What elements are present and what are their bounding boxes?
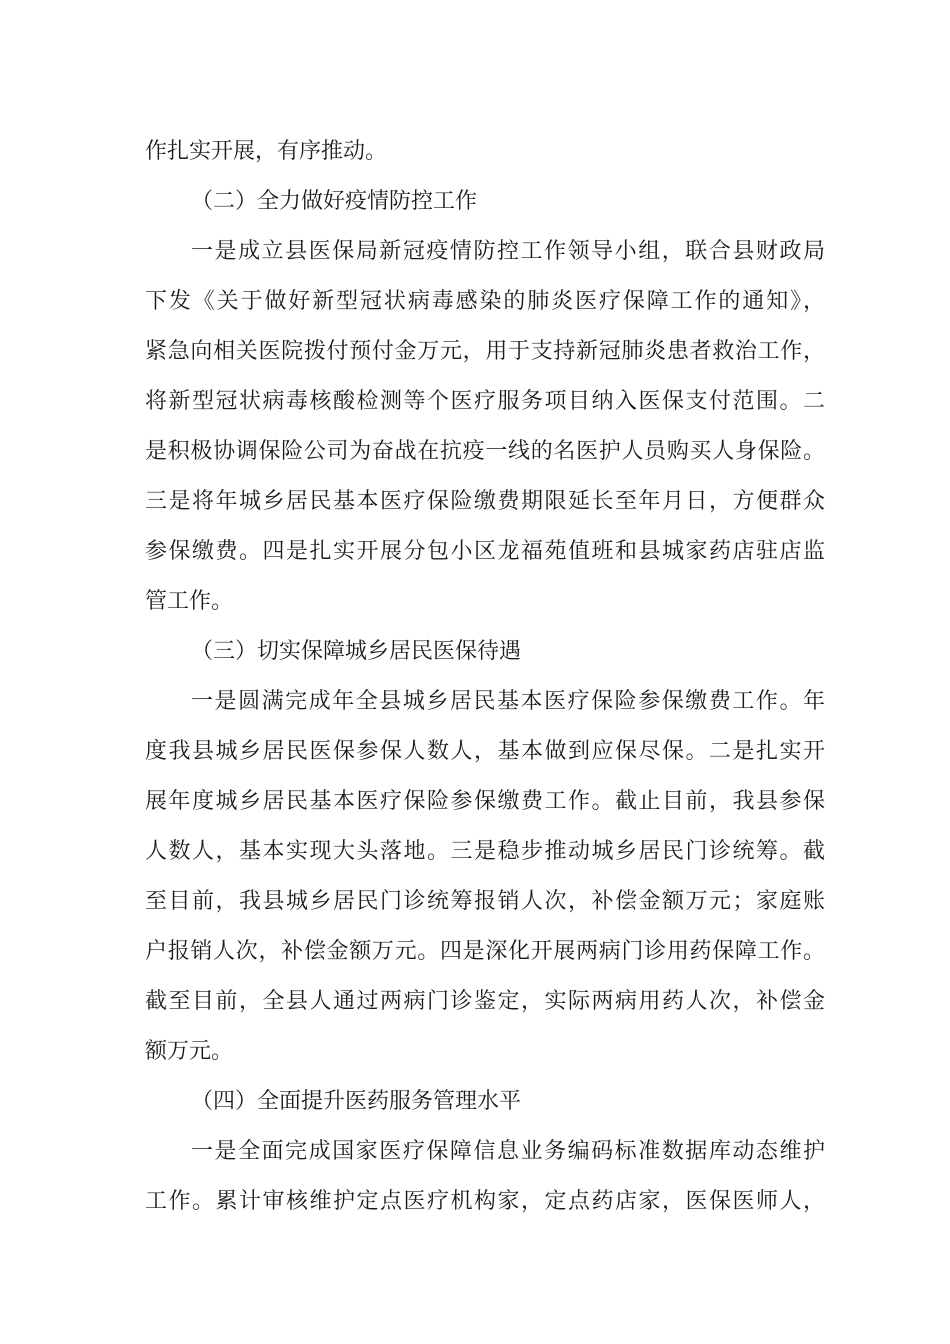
paragraph-line: 一是全面完成国家医疗保障信息业务编码标准数据库动态维护 (191, 1139, 825, 1164)
paragraph-line: 截至目前，全县人通过两病门诊鉴定，实际两病用药人次，补偿金 (145, 989, 825, 1014)
paragraph-line: 将新型冠状病毒核酸检测等个医疗服务项目纳入医保支付范围。二 (145, 389, 825, 414)
paragraph-line: 紧急向相关医院拨付预付金万元，用于支持新冠肺炎患者救治工作， (145, 339, 825, 364)
paragraph-line: 工作。累计审核维护定点医疗机构家，定点药店家，医保医师人， (145, 1189, 825, 1214)
section-heading: （二）全力做好疫情防控工作 (191, 189, 478, 214)
paragraph-line: 度我县城乡居民医保参保人数人，基本做到应保尽保。二是扎实开 (145, 739, 825, 764)
paragraph-line: 一是成立县医保局新冠疫情防控工作领导小组，联合县财政局 (191, 239, 825, 264)
paragraph-line: 作扎实开展，有序推动。 (145, 139, 388, 164)
paragraph-line: 三是将年城乡居民基本医疗保险缴费期限延长至年月日，方便群众 (145, 489, 825, 514)
paragraph-line: 是积极协调保险公司为奋战在抗疫一线的名医护人员购买人身保险。 (145, 439, 825, 464)
paragraph-line: 管工作。 (145, 589, 234, 614)
paragraph-line: 至目前，我县城乡居民门诊统筹报销人次，补偿金额万元；家庭账 (145, 889, 825, 914)
paragraph-line: 户报销人次，补偿金额万元。四是深化开展两病门诊用药保障工作。 (145, 939, 825, 964)
paragraph-line: 参保缴费。四是扎实开展分包小区龙福苑值班和县城家药店驻店监 (145, 539, 825, 564)
paragraph-line: 额万元。 (145, 1039, 234, 1064)
section-heading: （三）切实保障城乡居民医保待遇 (191, 639, 522, 664)
paragraph-line: 人数人，基本实现大头落地。三是稳步推动城乡居民门诊统筹。截 (145, 839, 825, 864)
paragraph-line: 下发《关于做好新型冠状病毒感染的肺炎医疗保障工作的通知》， (145, 289, 825, 314)
section-heading: （四）全面提升医药服务管理水平 (191, 1089, 522, 1114)
paragraph-line: 展年度城乡居民基本医疗保险参保缴费工作。截止目前，我县参保 (145, 789, 825, 814)
paragraph-line: 一是圆满完成年全县城乡居民基本医疗保险参保缴费工作。年 (191, 689, 825, 714)
